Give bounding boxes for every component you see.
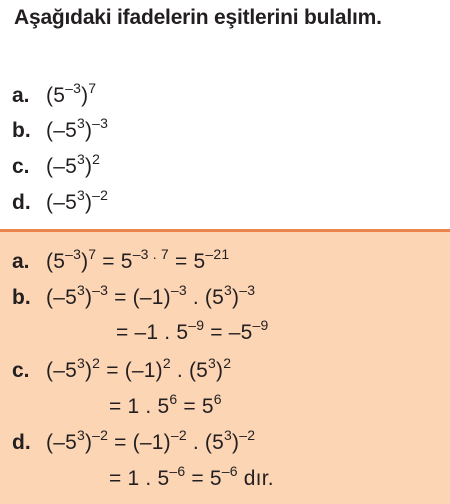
solution-b-continued bbox=[116, 317, 269, 346]
exponent: 3 bbox=[208, 355, 217, 371]
exponent: –6 bbox=[221, 463, 238, 479]
exponent: –3 bbox=[65, 80, 82, 96]
expression-part: ) bbox=[84, 286, 93, 309]
exponent: 2 bbox=[92, 151, 101, 167]
expression-part: (5 bbox=[46, 84, 66, 107]
expression-part: ) bbox=[216, 359, 224, 382]
question-label: a. bbox=[12, 84, 30, 107]
expression-part: (–5 bbox=[46, 155, 77, 178]
exponent: –3 . 7 bbox=[132, 246, 169, 262]
expression-part: = (–1) bbox=[108, 431, 171, 454]
expression-part: ) bbox=[232, 431, 240, 454]
solution-label: d. bbox=[12, 431, 31, 454]
exponent: 3 bbox=[76, 151, 85, 167]
expression-part: ) bbox=[84, 431, 93, 454]
exponent: –21 bbox=[205, 246, 230, 262]
exponent: –3 bbox=[92, 115, 109, 131]
exponent: –9 bbox=[188, 317, 205, 333]
expression-part: ) bbox=[84, 119, 93, 142]
exponent: –3 bbox=[92, 282, 109, 298]
exponent: 6 bbox=[169, 391, 178, 407]
expression-part: (–5 bbox=[46, 119, 77, 142]
exponent: 3 bbox=[76, 187, 85, 203]
expression-part: = 5 bbox=[185, 467, 222, 490]
expression-part: . (5 bbox=[186, 431, 224, 454]
exponent: –3 bbox=[239, 282, 256, 298]
exponent: 2 bbox=[92, 355, 101, 371]
solution-c-continued bbox=[109, 391, 222, 420]
expression-part: = 5 bbox=[177, 395, 214, 418]
expression-part: = (–1) bbox=[100, 359, 163, 382]
expression-part: (5 bbox=[46, 250, 66, 273]
expression-part: . (5 bbox=[170, 359, 209, 382]
expression-part: ) bbox=[84, 191, 93, 214]
exponent: –2 bbox=[170, 427, 187, 443]
question-b bbox=[12, 115, 109, 144]
expression-part: ) bbox=[81, 84, 89, 107]
exponent: –2 bbox=[92, 427, 109, 443]
exponent: 3 bbox=[76, 115, 85, 131]
expression-part: ) bbox=[81, 250, 89, 273]
solution-a bbox=[12, 246, 230, 275]
question-label: d. bbox=[12, 191, 31, 214]
solution-d-continued bbox=[109, 463, 274, 492]
exponent: 6 bbox=[213, 391, 222, 407]
exponent: 7 bbox=[88, 80, 97, 96]
expression-part: (–5 bbox=[46, 191, 77, 214]
question-c bbox=[12, 151, 101, 180]
question-panel bbox=[0, 0, 450, 229]
expression-part: = –1 . 5 bbox=[116, 321, 189, 344]
solution-label: a. bbox=[12, 250, 30, 273]
exponent: –6 bbox=[169, 463, 186, 479]
exponent: 3 bbox=[76, 427, 85, 443]
solution-label: c. bbox=[12, 359, 30, 382]
question-label: b. bbox=[12, 119, 31, 142]
expression-part: = 5 bbox=[168, 250, 206, 273]
page-title: Aşağıdaki ifadelerin eşitlerini bulalım. bbox=[14, 6, 382, 29]
question-d bbox=[12, 187, 109, 216]
expression-part: ) bbox=[84, 359, 93, 382]
exponent: –2 bbox=[92, 187, 109, 203]
exponent: –9 bbox=[252, 317, 269, 333]
exponent: 2 bbox=[162, 355, 171, 371]
expression-part: ) bbox=[84, 155, 93, 178]
exponent: –2 bbox=[239, 427, 256, 443]
question-label: c. bbox=[12, 155, 30, 178]
expression-part: = –5 bbox=[204, 321, 253, 344]
solution-d bbox=[12, 427, 256, 456]
solution-c bbox=[12, 355, 232, 384]
expression-part: = 5 bbox=[96, 250, 133, 273]
expression-part: = (–1) bbox=[108, 286, 171, 309]
expression-part: (–5 bbox=[46, 431, 77, 454]
expression-part: = 1 . 5 bbox=[109, 467, 170, 490]
solution-b bbox=[12, 282, 256, 311]
expression-part: = 1 . 5 bbox=[109, 395, 170, 418]
expression-part: dır. bbox=[237, 467, 274, 490]
solution-label: b. bbox=[12, 286, 31, 309]
expression-part: ) bbox=[232, 286, 240, 309]
exponent: –3 bbox=[170, 282, 187, 298]
exponent: 3 bbox=[76, 282, 85, 298]
exponent: 3 bbox=[224, 282, 232, 298]
exponent: –3 bbox=[65, 246, 82, 262]
expression-part: (–5 bbox=[46, 286, 77, 309]
exponent: 7 bbox=[88, 246, 97, 262]
solution-panel bbox=[0, 232, 450, 504]
question-a bbox=[12, 80, 97, 109]
exponent: 3 bbox=[76, 355, 85, 371]
exponent: 2 bbox=[223, 355, 232, 371]
expression-part: (–5 bbox=[46, 359, 77, 382]
expression-part: . (5 bbox=[186, 286, 224, 309]
exponent: 3 bbox=[224, 427, 232, 443]
